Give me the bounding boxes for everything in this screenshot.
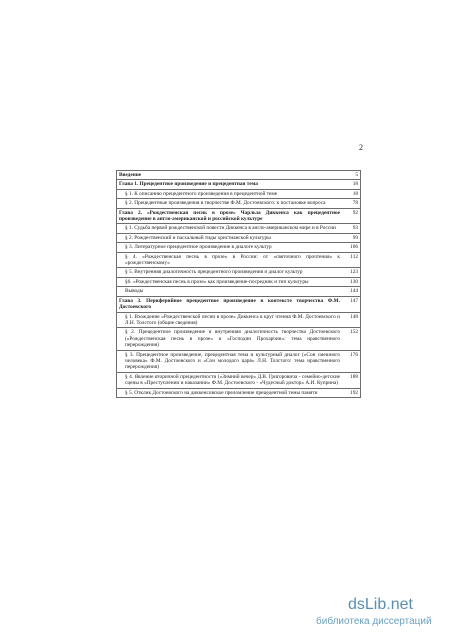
toc-entry-title: § 3. Прецедентное произведение, прецедентная тема и культурный диалог («Сон смешного человека» Ф.М. Достоевского и «Сон молодого царя» Л.Н. Толстого: тема нравственного перерождения): [117, 350, 343, 372]
toc-chapter-row: [117, 208, 361, 224]
toc-entry-page: 130: [342, 277, 361, 286]
toc-entry-title: § 4. «Рождественская песнь в прозе» в России: от «святочного прочтения» к «рождественскому»: [117, 252, 343, 268]
toc-entry-page: 192: [342, 388, 361, 397]
toc-section-row: [117, 189, 361, 198]
toc-entry-page: 5: [342, 171, 361, 180]
toc-chapter-row: [117, 171, 361, 180]
toc-section-row: [117, 372, 361, 388]
toc-entry-title: § 1. Судьба первой рождественской повести Диккенса в англо-американском мире и в России: [117, 224, 343, 233]
toc-table: [116, 170, 361, 398]
toc-chapter-row: [117, 296, 361, 312]
toc-section-row: [117, 268, 361, 277]
toc-entry-title: Глава 2. «Рождественская песнь в прозе» Чарльза Диккенса как прецедентное произведение в англо-американской и российской культуре: [117, 208, 343, 224]
toc-entry-page: 18: [342, 180, 361, 189]
toc-section-row: [117, 350, 361, 372]
toc-entry-title: Глава 1. Прецедентное произведение и прецедентная тема: [117, 180, 343, 189]
toc-section-row: [117, 252, 361, 268]
toc-section-row: [117, 277, 361, 286]
toc-section-row: [117, 243, 361, 252]
toc-section-row: [117, 199, 361, 208]
toc-entry-title: § 2. Прецедентное произведение и внутренняя диалогичность творчества Достоевского («Рождественская песнь в прозе» и «Господин Прохарчин»: тема нравственного перерождения): [117, 328, 343, 350]
toc-entry-title: § 2. Прецедентные произведения в творчестве Ф.М. Достоевского: к постановке вопроса: [117, 199, 343, 208]
toc-entry-title: Введение: [117, 171, 343, 180]
toc-entry-title: Глава 3. Периферийное прецедентное произведение в контексте творчества Ф.М. Достоевского: [117, 296, 343, 312]
page-number: 2: [359, 143, 363, 152]
toc-entry-page: 144: [342, 287, 361, 296]
toc-entry-title: § 5. Внутренняя диалогичность прецедентного произведения и диалог культур: [117, 268, 343, 277]
toc-entry-title: Выводы: [117, 287, 343, 296]
toc-entry-page: 188: [342, 372, 361, 388]
toc-entry-page: 123: [342, 268, 361, 277]
toc-entry-page: 112: [342, 252, 361, 268]
toc-entry-title: § 2. Рождественский и пасхальный тиды христианской культуры: [117, 233, 343, 242]
toc-section-row: [117, 328, 361, 350]
toc-entry-page: 106: [342, 243, 361, 252]
toc-entry-title: § 1. К описанию прецедентного произведения в прецедентной теме: [117, 189, 343, 198]
watermark: [316, 596, 446, 630]
toc-entry-page: 78: [342, 199, 361, 208]
toc-section-row: [117, 224, 361, 233]
toc-entry-title: § 3. Литературное прецедентное произведение в диалоге культур: [117, 243, 343, 252]
watermark-logo: dsLib.net: [348, 596, 413, 613]
toc-entry-title: §6. «Рождественская песнь в прозе» как произведение-посредник и тип культуры: [117, 277, 343, 286]
toc-entry-page: 152: [342, 328, 361, 350]
toc-section-row: [117, 388, 361, 397]
toc-section-row: [117, 287, 361, 296]
toc-entry-page: 176: [342, 350, 361, 372]
toc-chapter-row: [117, 180, 361, 189]
toc-entry-title: § 1. Вхождение «Рождественской песни в прозе» Диккенса в круг чтения Ф.М. Достоевского и Л.Н. Толстого (общие сведения): [117, 312, 343, 328]
toc-entry-title: § 4. Явление вторичной прецедентности («Зимний вечер» Д.В. Григоровича - семейно-детские сцены в «Преступлении и наказании» Ф.М. Достоевского - «Чудесный доктор» А.И. Куприна): [117, 372, 343, 388]
toc-entry-page: 18: [342, 189, 361, 198]
toc-entry-title: § 5. Отклик Достоевского на диккенсовское преломление прецедентной темы памяти: [117, 388, 343, 397]
table-of-contents: [116, 170, 361, 398]
toc-entry-page: 147: [342, 296, 361, 312]
watermark-subtitle: библиотека диссертаций: [316, 616, 432, 627]
toc-entry-page: 92: [342, 208, 361, 224]
toc-entry-page: 93: [342, 224, 361, 233]
toc-section-row: [117, 233, 361, 242]
toc-entry-page: 99: [342, 233, 361, 242]
toc-section-row: [117, 312, 361, 328]
toc-entry-page: 148: [342, 312, 361, 328]
